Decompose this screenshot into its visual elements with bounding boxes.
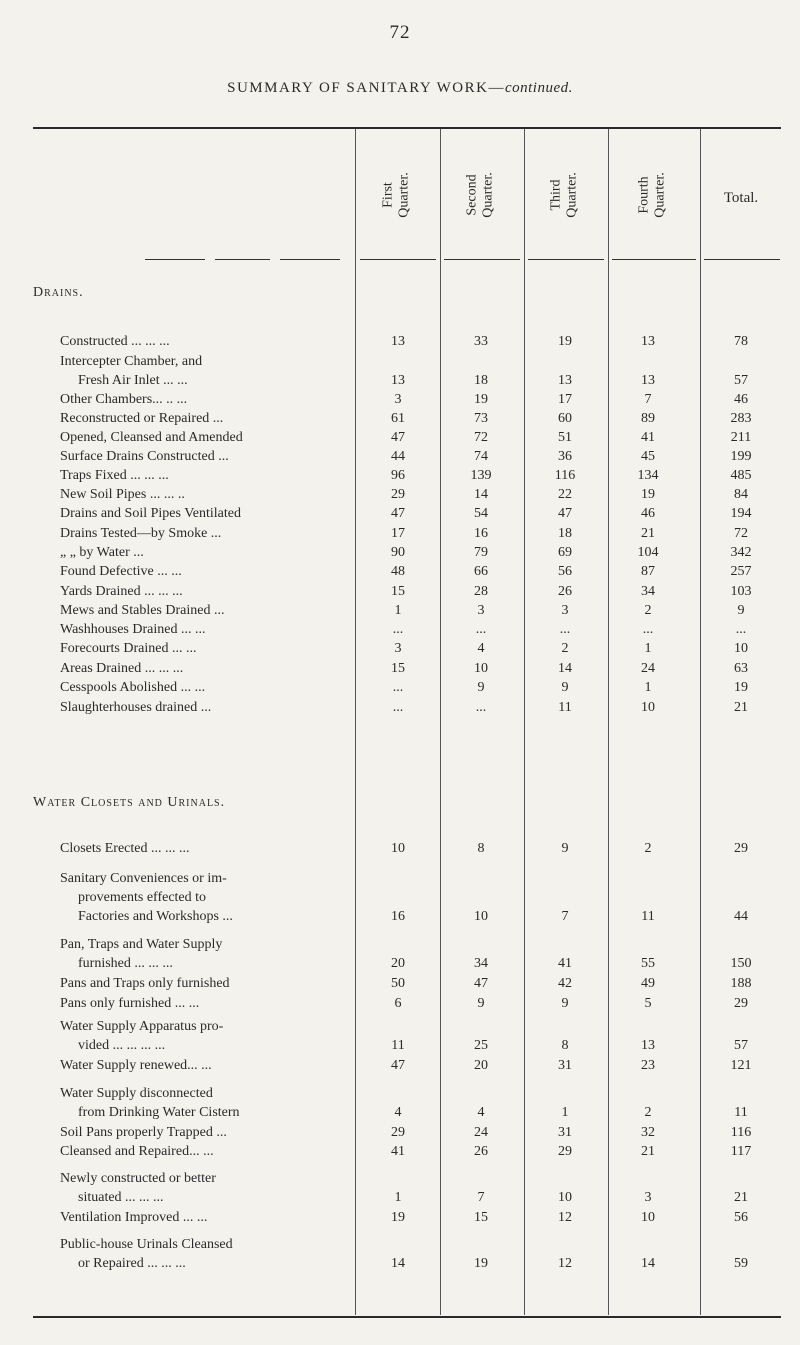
row-label-line: Sanitary Conveniences or im-	[60, 871, 227, 886]
header-second-quarter: Second Quarter.	[464, 172, 496, 218]
cell-quarter-1: 15	[391, 661, 405, 676]
row-label-line: Constructed ... ... ...	[60, 334, 170, 349]
cell-quarter-1: ...	[392, 680, 404, 695]
cell-quarter-3: 41	[558, 956, 572, 971]
cell-quarter-4: 104	[637, 545, 659, 560]
cell-quarter-4: 2	[644, 841, 652, 856]
cell-quarter-2: 19	[474, 392, 488, 407]
cell-quarter-3: 31	[558, 1125, 572, 1140]
cell-quarter-3: 12	[558, 1210, 572, 1225]
cell-quarter-1: 4	[394, 1105, 402, 1120]
cell-total: 199	[730, 449, 752, 464]
row-label-line: furnished ... ... ...	[78, 956, 173, 971]
cell-quarter-1: 47	[391, 506, 405, 521]
cell-quarter-3: 116	[554, 468, 576, 483]
cell-quarter-2: 10	[474, 661, 488, 676]
cell-quarter-1: 3	[394, 641, 402, 656]
cell-total: 29	[734, 996, 748, 1011]
cell-total: 21	[734, 700, 748, 715]
cell-quarter-4: 19	[641, 487, 655, 502]
cell-quarter-2: 25	[474, 1038, 488, 1053]
cell-quarter-1: 6	[394, 996, 402, 1011]
cell-quarter-3: 17	[558, 392, 572, 407]
row-label-line: Other Chambers... .. ...	[60, 392, 188, 407]
cell-quarter-2: 66	[474, 564, 488, 579]
cell-quarter-2: 54	[474, 506, 488, 521]
row-label-line: Drains Tested—by Smoke ...	[60, 526, 222, 541]
cell-quarter-1: 61	[391, 411, 405, 426]
cell-total: 11	[734, 1105, 748, 1120]
cell-quarter-4: 10	[641, 700, 655, 715]
cell-total: 342	[730, 545, 752, 560]
cell-quarter-4: 3	[644, 1190, 652, 1205]
cell-quarter-1: 14	[391, 1256, 405, 1271]
cell-quarter-2: ...	[475, 622, 487, 637]
cell-quarter-1: 10	[391, 841, 405, 856]
cell-total: 485	[730, 468, 752, 483]
cell-quarter-3: 3	[561, 603, 569, 618]
cell-quarter-4: 13	[641, 334, 655, 349]
cell-quarter-2: 33	[474, 334, 488, 349]
row-label-line: Traps Fixed ... ... ...	[60, 468, 169, 483]
cell-quarter-2: 4	[477, 1105, 485, 1120]
row-label-line: Areas Drained ... ... ...	[60, 661, 184, 676]
header-fourth-quarter: Fourth Quarter.	[636, 172, 668, 218]
cell-quarter-3: 9	[561, 841, 569, 856]
row-label-line: Pans and Traps only furnished	[60, 976, 230, 991]
cell-quarter-4: 49	[641, 976, 655, 991]
cell-quarter-2: 18	[474, 373, 488, 388]
cell-quarter-4: 5	[644, 996, 652, 1011]
cell-total: 78	[734, 334, 748, 349]
cell-quarter-4: 14	[641, 1256, 655, 1271]
cell-quarter-3: 10	[558, 1190, 572, 1205]
cell-total: 84	[734, 487, 748, 502]
row-label-line: Soil Pans properly Trapped ...	[60, 1125, 227, 1140]
cell-quarter-2: ...	[475, 700, 487, 715]
cell-quarter-1: 19	[391, 1210, 405, 1225]
cell-quarter-2: 139	[470, 468, 492, 483]
row-label-line: Public-house Urinals Cleansed	[60, 1237, 233, 1252]
table-bottom-rule	[33, 1316, 781, 1318]
row-label	[60, 1235, 348, 1273]
cell-quarter-3: 19	[558, 334, 572, 349]
cell-quarter-3: 22	[558, 487, 572, 502]
cell-quarter-3: 12	[558, 1256, 572, 1271]
cell-quarter-1: 1	[394, 603, 402, 618]
cell-quarter-2: 26	[474, 1144, 488, 1159]
cell-quarter-3: 69	[558, 545, 572, 560]
cell-quarter-1: ...	[392, 622, 404, 637]
cell-quarter-4: 45	[641, 449, 655, 464]
row-label-line: Opened, Cleansed and Amended	[60, 430, 243, 445]
cell-quarter-4: 21	[641, 1144, 655, 1159]
cell-quarter-3: 18	[558, 526, 572, 541]
cell-total: 283	[730, 411, 752, 426]
cell-total: 150	[730, 956, 752, 971]
header-third-quarter: Third Quarter.	[548, 172, 580, 218]
cell-quarter-1: 47	[391, 1058, 405, 1073]
cell-quarter-1: 13	[391, 373, 405, 388]
row-label-line: Newly constructed or better	[60, 1171, 216, 1186]
section-heading: Water Closets and Urinals.	[33, 795, 226, 810]
cell-quarter-4: 2	[644, 1105, 652, 1120]
row-label-line: Cleansed and Repaired... ...	[60, 1144, 214, 1159]
cell-quarter-1: 16	[391, 909, 405, 924]
cell-total: ...	[735, 622, 747, 637]
cell-quarter-3: 31	[558, 1058, 572, 1073]
cell-quarter-3: 9	[561, 680, 569, 695]
cell-quarter-1: 17	[391, 526, 405, 541]
page-number: 72	[389, 22, 411, 43]
cell-quarter-4: 41	[641, 430, 655, 445]
cell-quarter-1: 47	[391, 430, 405, 445]
cell-quarter-4: 2	[644, 603, 652, 618]
title-continued: continued.	[504, 80, 573, 96]
cell-quarter-3: 14	[558, 661, 572, 676]
cell-quarter-2: 47	[474, 976, 488, 991]
cell-quarter-4: 21	[641, 526, 655, 541]
cell-total: 56	[734, 1210, 748, 1225]
row-label-line: Yards Drained ... ... ...	[60, 584, 183, 599]
cell-quarter-1: 11	[391, 1038, 405, 1053]
cell-total: 21	[734, 1190, 748, 1205]
row-label-line: Factories and Workshops ...	[78, 909, 233, 924]
cell-total: 121	[730, 1058, 752, 1073]
row-label-line: Drains and Soil Pipes Ventilated	[60, 506, 241, 521]
row-label-line: or Repaired ... ... ...	[78, 1256, 186, 1271]
cell-quarter-3: 26	[558, 584, 572, 599]
cell-total: 211	[730, 430, 752, 445]
cell-quarter-1: 50	[391, 976, 405, 991]
row-label-line: vided ... ... ... ...	[78, 1038, 166, 1053]
cell-quarter-2: 74	[474, 449, 488, 464]
title-main: SUMMARY OF SANITARY WORK—	[227, 80, 505, 96]
cell-quarter-3: 8	[561, 1038, 569, 1053]
row-label-line: Closets Erected ... ... ...	[60, 841, 190, 856]
cell-quarter-3: 7	[561, 909, 569, 924]
cell-quarter-1: 20	[391, 956, 405, 971]
row-label-line: Cesspools Abolished ... ...	[60, 680, 206, 695]
row-label-line: Slaughterhouses drained ...	[60, 700, 212, 715]
row-label-line: Reconstructed or Repaired ...	[60, 411, 224, 426]
row-label-line: Surface Drains Constructed ...	[60, 449, 229, 464]
cell-quarter-2: 15	[474, 1210, 488, 1225]
row-label-line: Pan, Traps and Water Supply	[60, 937, 223, 952]
cell-quarter-2: 24	[474, 1125, 488, 1140]
cell-quarter-4: 55	[641, 956, 655, 971]
cell-quarter-4: 32	[641, 1125, 655, 1140]
cell-quarter-3: 51	[558, 430, 572, 445]
cell-quarter-2: 73	[474, 411, 488, 426]
cell-total: 257	[730, 564, 752, 579]
cell-quarter-4: 11	[641, 909, 655, 924]
cell-quarter-4: 13	[641, 1038, 655, 1053]
cell-total: 57	[734, 373, 748, 388]
row-label-line: Water Supply disconnected	[60, 1086, 213, 1101]
cell-quarter-2: 8	[477, 841, 485, 856]
cell-total: 29	[734, 841, 748, 856]
cell-quarter-4: 87	[641, 564, 655, 579]
cell-quarter-3: 60	[558, 411, 572, 426]
cell-total: 103	[730, 584, 752, 599]
row-label-line: situated ... ... ...	[78, 1190, 164, 1205]
header-first-quarter: First Quarter.	[380, 172, 412, 218]
cell-quarter-2: 79	[474, 545, 488, 560]
cell-quarter-2: 19	[474, 1256, 488, 1271]
row-label-line: Water Supply Apparatus pro-	[60, 1019, 224, 1034]
header-total: Total.	[723, 190, 759, 206]
row-label-line: Fresh Air Inlet ... ...	[78, 373, 188, 388]
cell-quarter-3: 9	[561, 996, 569, 1011]
cell-total: 59	[734, 1256, 748, 1271]
cell-quarter-4: 34	[641, 584, 655, 599]
cell-quarter-3: ...	[559, 622, 571, 637]
row-label-line: „ „ by Water ...	[60, 545, 144, 560]
cell-quarter-1: 90	[391, 545, 405, 560]
cell-quarter-3: 2	[561, 641, 569, 656]
row-label-line: Intercepter Chamber, and	[60, 354, 203, 369]
cell-quarter-2: 16	[474, 526, 488, 541]
cell-quarter-2: 3	[477, 603, 485, 618]
cell-quarter-4: 46	[641, 506, 655, 521]
cell-quarter-1: 29	[391, 1125, 405, 1140]
cell-quarter-2: 72	[474, 430, 488, 445]
cell-total: 188	[730, 976, 752, 991]
cell-quarter-3: 1	[561, 1105, 569, 1120]
cell-quarter-4: 24	[641, 661, 655, 676]
cell-quarter-3: 13	[558, 373, 572, 388]
row-label-line: from Drinking Water Cistern	[78, 1105, 240, 1120]
row-label-line: Ventilation Improved ... ...	[60, 1210, 208, 1225]
cell-quarter-2: 14	[474, 487, 488, 502]
cell-quarter-2: 4	[477, 641, 485, 656]
cell-quarter-4: 13	[641, 373, 655, 388]
cell-quarter-3: 47	[558, 506, 572, 521]
cell-quarter-2: 28	[474, 584, 488, 599]
cell-quarter-2: 9	[477, 680, 485, 695]
cell-quarter-1: 13	[391, 334, 405, 349]
row-label-line: Mews and Stables Drained ...	[60, 603, 225, 618]
cell-total: 44	[734, 909, 748, 924]
section-heading: Drains.	[33, 285, 84, 300]
cell-quarter-1: 41	[391, 1144, 405, 1159]
row-label-line: provements effected to	[78, 890, 207, 905]
row-label-line: Water Supply renewed... ...	[60, 1058, 212, 1073]
cell-quarter-3: 29	[558, 1144, 572, 1159]
row-label-line: Found Defective ... ...	[60, 564, 182, 579]
cell-quarter-1: 15	[391, 584, 405, 599]
cell-quarter-3: 36	[558, 449, 572, 464]
row-label-line: Pans only furnished ... ...	[60, 996, 200, 1011]
row-label-line: Washhouses Drained ... ...	[60, 622, 206, 637]
cell-quarter-2: 20	[474, 1058, 488, 1073]
cell-total: 72	[734, 526, 748, 541]
cell-total: 116	[730, 1125, 752, 1140]
cell-quarter-1: 1	[394, 1190, 402, 1205]
cell-quarter-4: 1	[644, 680, 652, 695]
cell-quarter-2: 7	[477, 1190, 485, 1205]
cell-total: 19	[734, 680, 748, 695]
cell-quarter-3: 42	[558, 976, 572, 991]
cell-quarter-4: 7	[644, 392, 652, 407]
cell-total: 9	[737, 603, 745, 618]
cell-quarter-2: 10	[474, 909, 488, 924]
cell-quarter-3: 56	[558, 564, 572, 579]
row-label-line: Forecourts Drained ... ...	[60, 641, 197, 656]
cell-total: 117	[730, 1144, 752, 1159]
cell-quarter-2: 9	[477, 996, 485, 1011]
cell-quarter-4: ...	[642, 622, 654, 637]
cell-total: 194	[730, 506, 752, 521]
cell-quarter-1: 96	[391, 468, 405, 483]
cell-quarter-1: ...	[392, 700, 404, 715]
cell-quarter-1: 29	[391, 487, 405, 502]
cell-quarter-4: 10	[641, 1210, 655, 1225]
cell-quarter-2: 34	[474, 956, 488, 971]
row-label-line: New Soil Pipes ... ... ..	[60, 487, 185, 502]
cell-quarter-4: 1	[644, 641, 652, 656]
cell-quarter-1: 48	[391, 564, 405, 579]
cell-total: 63	[734, 661, 748, 676]
cell-quarter-4: 134	[637, 468, 659, 483]
cell-quarter-1: 3	[394, 392, 402, 407]
cell-total: 10	[734, 641, 748, 656]
cell-quarter-4: 89	[641, 411, 655, 426]
cell-quarter-4: 23	[641, 1058, 655, 1073]
cell-quarter-1: 44	[391, 449, 405, 464]
cell-total: 57	[734, 1038, 748, 1053]
cell-quarter-3: 11	[558, 700, 572, 715]
cell-total: 46	[734, 392, 748, 407]
